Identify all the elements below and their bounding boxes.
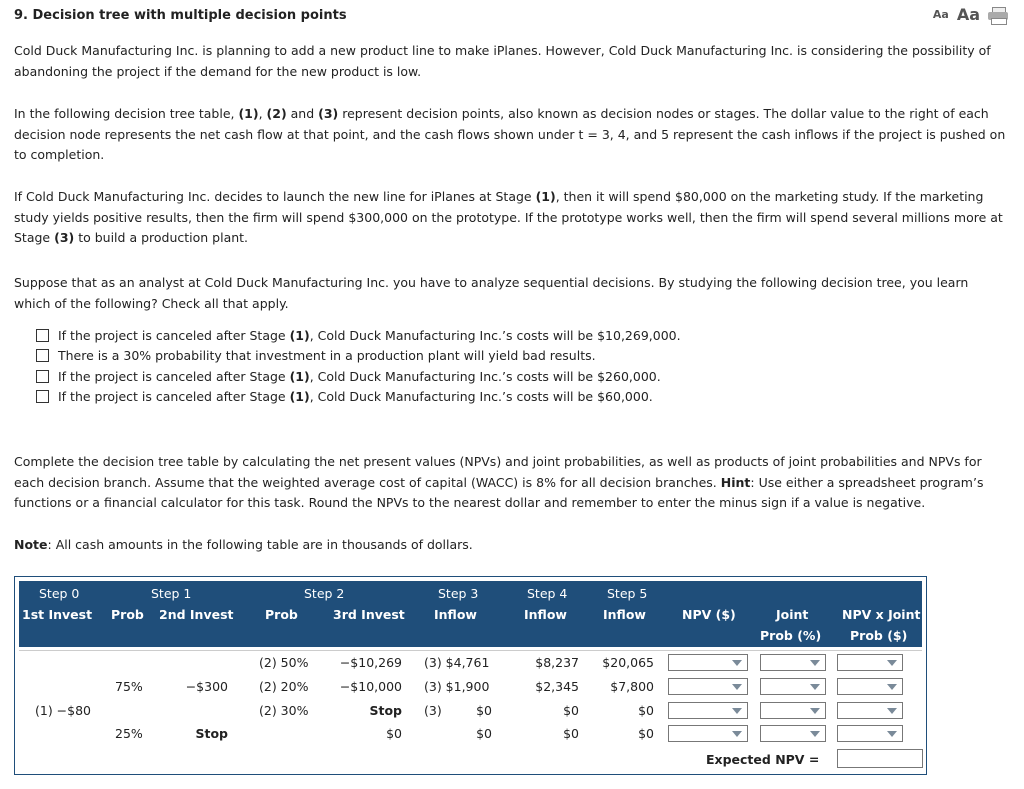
note-paragraph: Note: All cash amounts in the following table are in thousands of dollars.	[14, 537, 473, 552]
printer-icon[interactable]	[988, 7, 1008, 23]
row4-inflow3: $0	[476, 726, 492, 741]
row3-inflow5: $0	[638, 703, 654, 718]
header-step-4: Step 4	[527, 586, 568, 601]
header-npv-x-joint: NPV x Joint	[842, 607, 921, 622]
expected-npv-label: Expected NPV =	[706, 752, 820, 767]
increase-font-button[interactable]: Aa	[956, 5, 980, 24]
header-step-2: Step 2	[304, 586, 345, 601]
row4-invest3: $0	[386, 726, 402, 741]
checkbox[interactable]	[36, 349, 49, 362]
header-prob-1: Prob	[111, 607, 144, 622]
header-inflow-4: Inflow	[524, 607, 567, 622]
npv-select[interactable]	[668, 654, 748, 671]
header-inflow-5: Inflow	[603, 607, 646, 622]
header-npv: NPV ($)	[682, 607, 736, 622]
header-step-5: Step 5	[607, 586, 648, 601]
checklist-label: If the project is canceled after Stage (1), Cold Duck Manufacturing Inc.’s costs will be $260,000.	[58, 368, 661, 384]
checklist-item[interactable]	[36, 325, 681, 346]
row3-inflow3-node: (3)	[424, 703, 442, 718]
header-prob-2: Prob	[265, 607, 298, 622]
npv-select[interactable]	[668, 702, 748, 719]
checkbox[interactable]	[36, 390, 49, 403]
decrease-font-button[interactable]: Aa	[932, 8, 949, 21]
checklist-item[interactable]	[36, 387, 681, 408]
instructions-paragraph: Complete the decision tree table by calculating the net present values (NPVs) and joint probabilities, as well as products of joint probabilities and NPVs for each decision branch. Assume that the weighted average cost of capital (WACC) is 8% for all decision branches. Hint: Use either a spreadsheet program’s functions or a financial calculator for this task. Round the NPVs to the nearest dollar and remember to enter the minus sign if a value is negative.	[14, 454, 984, 510]
row4-inflow5: $0	[638, 726, 654, 741]
row1-inflow3: (3) $4,761	[424, 655, 490, 670]
question-paragraph: Suppose that as an analyst at Cold Duck Manufacturing Inc. you have to analyze sequential decisions. By studying the following decision tree, you learn which of the following? Check all that apply.	[14, 275, 969, 311]
answer-checklist	[36, 325, 681, 407]
intro-paragraph-1: Cold Duck Manufacturing Inc. is planning to add a new product line to make iPlanes. However, Cold Duck Manufacturing Inc. is considering the possibility of abandoning the project if the demand for the new product is low.	[14, 43, 991, 79]
npv-select[interactable]	[668, 678, 748, 695]
checklist-item[interactable]	[36, 346, 681, 367]
row2-invest3: −$10,000	[339, 679, 402, 694]
expected-npv-input[interactable]	[837, 749, 923, 768]
header-joint-prob: Prob (%)	[760, 628, 822, 643]
row2-inflow5: $7,800	[610, 679, 654, 694]
header-joint: Joint	[776, 607, 809, 622]
row4-invest2: Stop	[195, 726, 228, 741]
npv-joint-select[interactable]	[837, 678, 903, 695]
row3-invest1: (1) −$80	[35, 703, 92, 718]
header-2nd-invest: 2nd Invest	[159, 607, 234, 622]
row3-inflow3: $0	[476, 703, 492, 718]
row1-inflow4: $8,237	[535, 655, 579, 670]
checkbox[interactable]	[36, 329, 49, 342]
header-inflow-3: Inflow	[434, 607, 477, 622]
header-1st-invest: 1st Invest	[22, 607, 93, 622]
row2-prob2: (2) 20%	[259, 679, 309, 694]
checklist-item[interactable]	[36, 366, 681, 387]
row3-inflow4: $0	[563, 703, 579, 718]
intro-paragraph-3: If Cold Duck Manufacturing Inc. decides to launch the new line for iPlanes at Stage (1), then it will spend $80,000 on the marketing study. If the marketing study yields positive results, then the firm will spend $300,000 on the prototype. If the prototype works well, then the firm will spend several millions more at Stage (3) to build a production plant.	[14, 189, 1003, 245]
row3-invest3: Stop	[369, 703, 402, 718]
intro-paragraph-2: In the following decision tree table, (1), (2) and (3) represent decision points, also known as decision nodes or stages. The dollar value to the right of each decision node represents the net cash flow at that point, and the cash flows shown under t = 3, 4, and 5 represent the cash inflows if the project is pushed on to completion.	[14, 106, 1006, 162]
checkbox[interactable]	[36, 370, 49, 383]
row-divider	[19, 650, 922, 651]
checklist-label: If the project is canceled after Stage (1), Cold Duck Manufacturing Inc.’s costs will be $60,000.	[58, 389, 653, 405]
header-step-3: Step 3	[438, 586, 479, 601]
header-step-0: Step 0	[39, 586, 80, 601]
row2-inflow4: $2,345	[535, 679, 579, 694]
page-title: 9. Decision tree with multiple decision points	[14, 8, 347, 23]
npv-joint-select[interactable]	[837, 654, 903, 671]
checklist-label: There is a 30% probability that investment in a production plant will yield bad results.	[58, 348, 596, 364]
row4-inflow4: $0	[563, 726, 579, 741]
header-3rd-invest: 3rd Invest	[333, 607, 405, 622]
joint-prob-select[interactable]	[760, 654, 826, 671]
row2-invest2: −$300	[185, 679, 228, 694]
joint-prob-select[interactable]	[760, 725, 826, 742]
header-npv-joint-prob: Prob ($)	[850, 628, 908, 643]
row2-inflow3: (3) $1,900	[424, 679, 490, 694]
npv-select[interactable]	[668, 725, 748, 742]
header-step-1: Step 1	[151, 586, 192, 601]
checklist-label: If the project is canceled after Stage (1), Cold Duck Manufacturing Inc.’s costs will be $10,269,000.	[58, 327, 681, 343]
table-header-row-2	[19, 605, 922, 647]
joint-prob-select[interactable]	[760, 678, 826, 695]
joint-prob-select[interactable]	[760, 702, 826, 719]
row1-prob2: (2) 50%	[259, 655, 309, 670]
npv-joint-select[interactable]	[837, 702, 903, 719]
row1-invest3: −$10,269	[339, 655, 402, 670]
decision-tree-table	[14, 576, 927, 775]
row1-inflow5: $20,065	[602, 655, 654, 670]
row3-prob2: (2) 30%	[259, 703, 309, 718]
npv-joint-select[interactable]	[837, 725, 903, 742]
row2-prob1: 75%	[115, 679, 143, 694]
font-tools	[933, 5, 1008, 24]
row4-prob1: 25%	[115, 726, 143, 741]
